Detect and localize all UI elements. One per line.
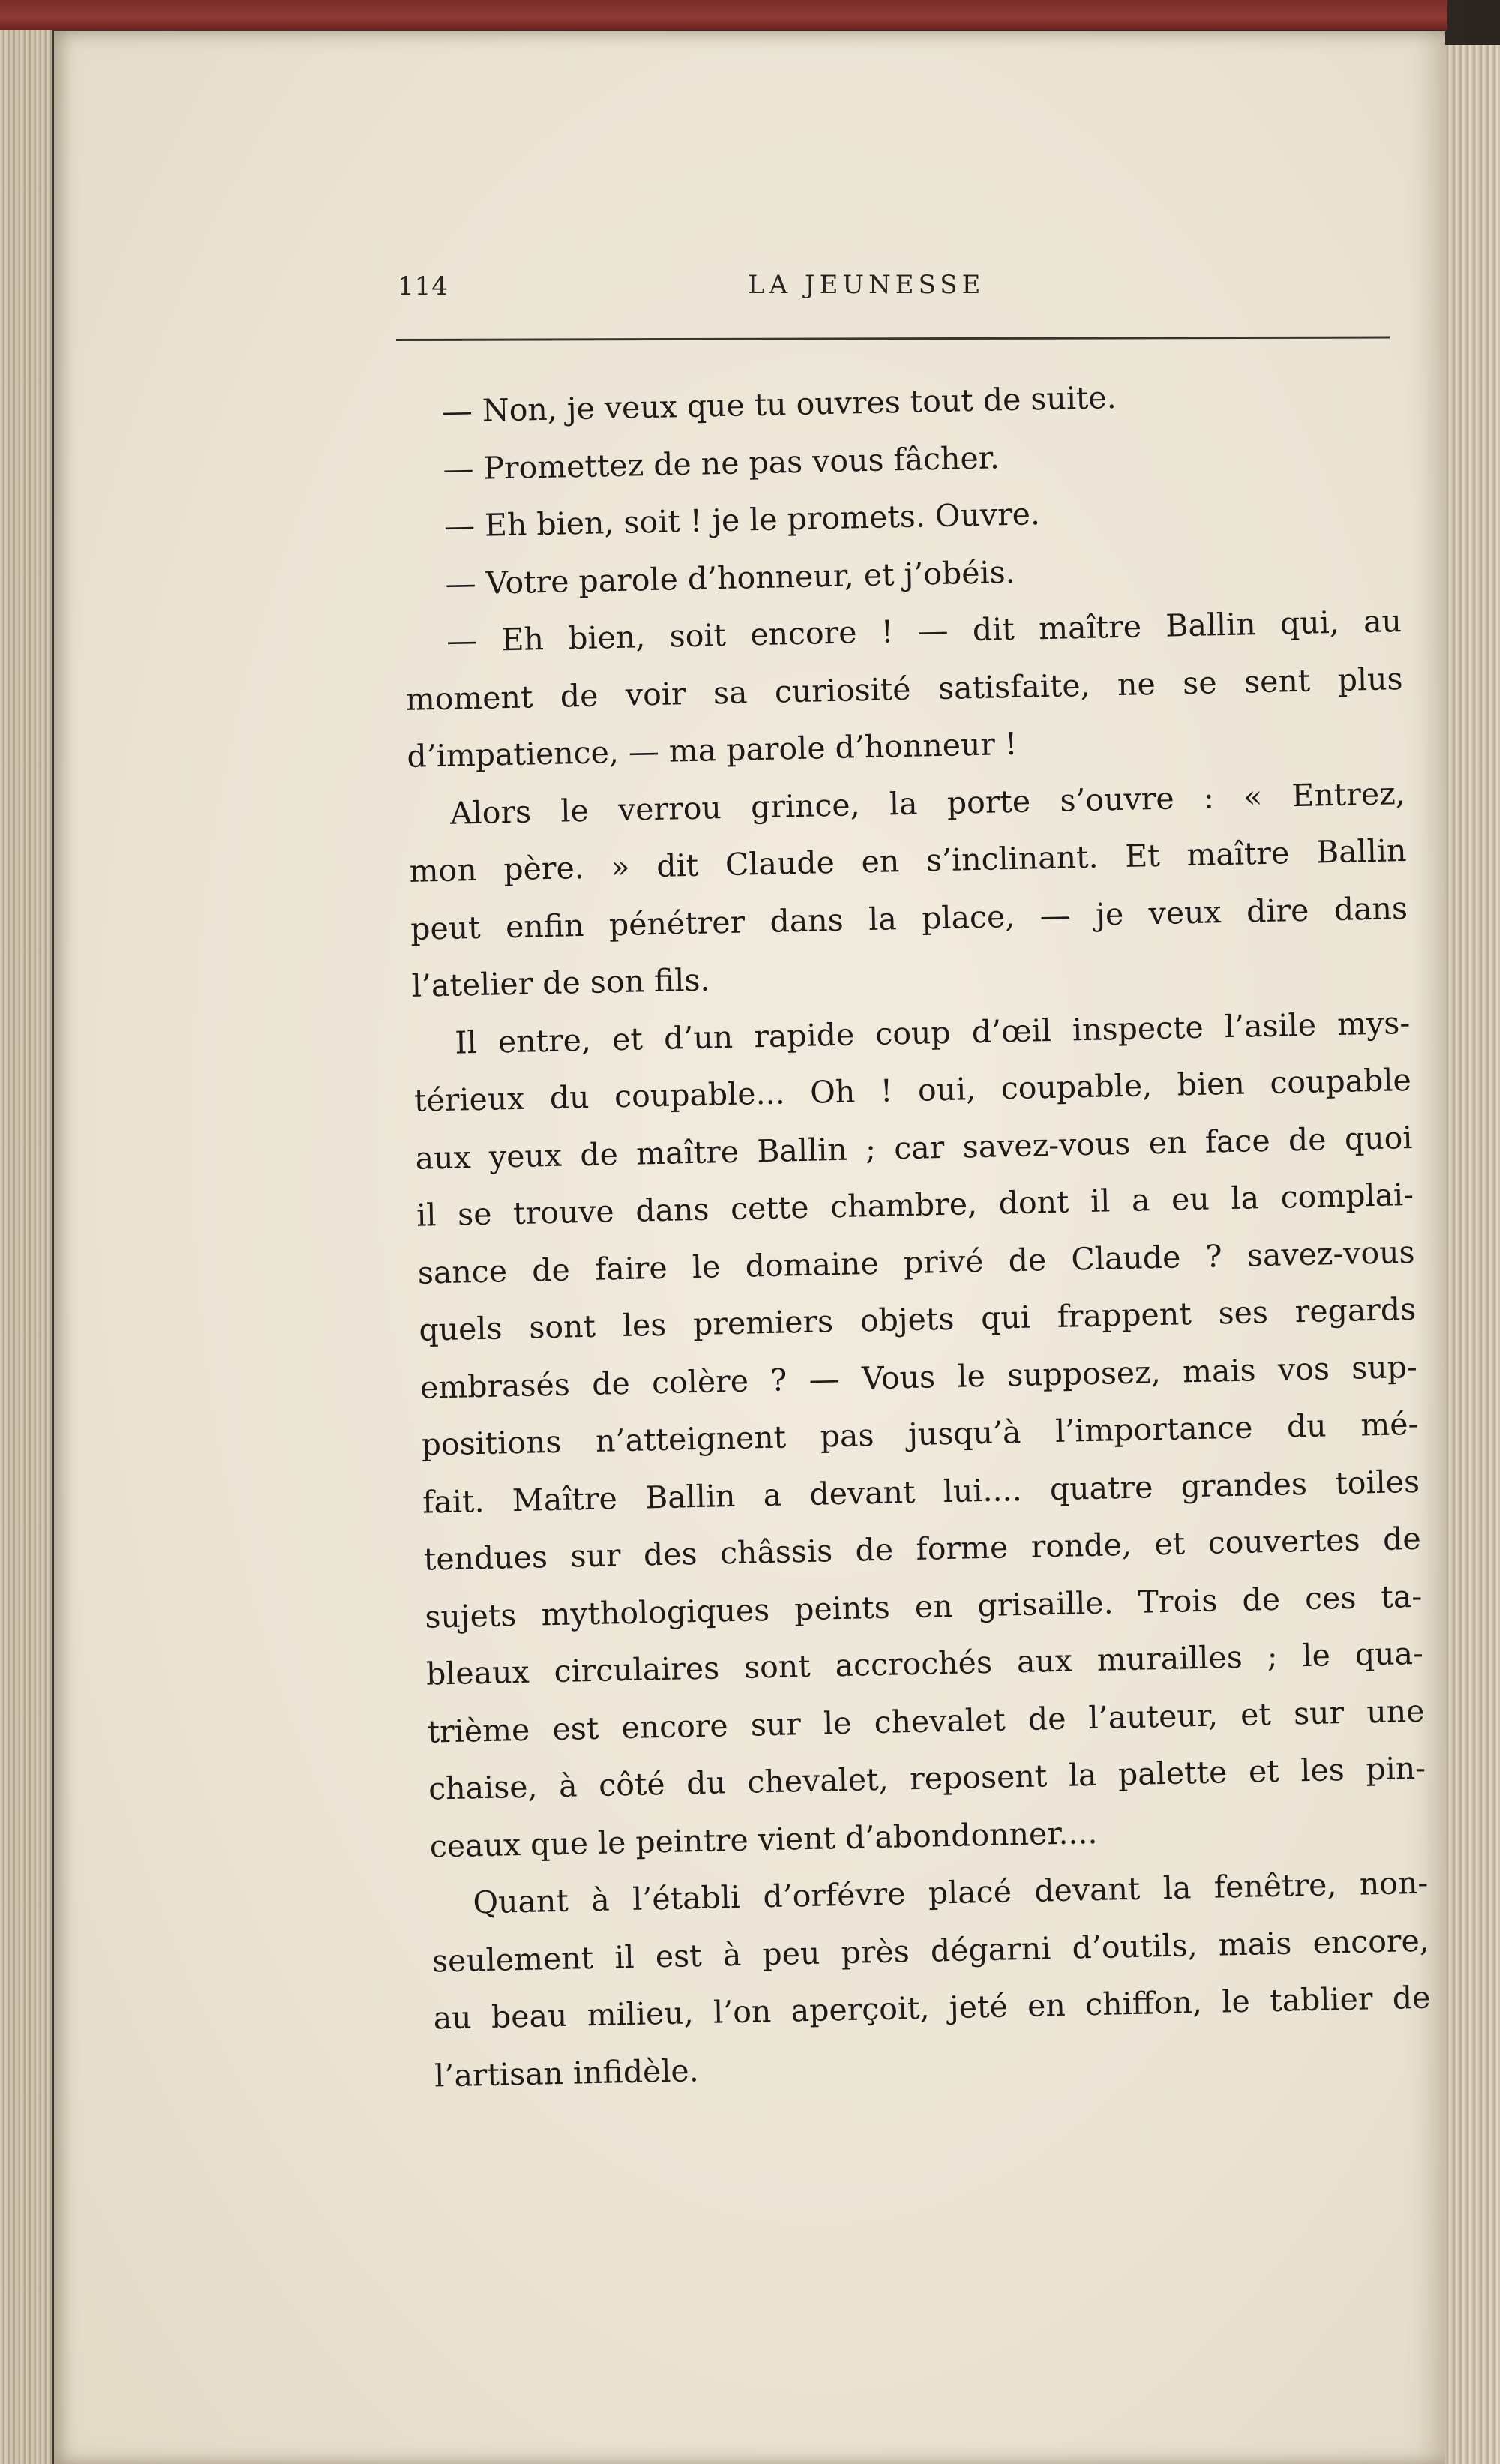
running-title: LA JEUNESSE (748, 270, 986, 300)
left-page-edges (0, 30, 52, 2464)
book-cover-edge (0, 0, 1448, 30)
text-line: moment de voir sa curiosité satisfaite, ne se sent plus (405, 660, 1404, 718)
text-line: quels sont les premiers objets qui frappent ses regards (418, 1290, 1417, 1348)
text-line: il se trouve dans cette chambre, dont il a eu la complai- (416, 1176, 1414, 1233)
book-page (54, 31, 1445, 2464)
right-page-edges (1436, 45, 1500, 2464)
text-line: d’impatience, — ma parole d’honneur ! (406, 725, 1018, 775)
text-line: — Promettez de ne pas vous fâcher. (442, 439, 1000, 487)
body-text (399, 363, 1432, 2104)
text-line: peut enfin pénétrer dans la place, — je veux dire dans (410, 889, 1408, 947)
text-line: trième est encore sur le chevalet de l’auteur, et sur une (427, 1692, 1425, 1750)
text-line: Il entre, et d’un rapide coup d’œil inspecte l’asile mys- (454, 1004, 1411, 1061)
text-line: l’atelier de son fils. (411, 961, 710, 1004)
text-line: — Non, je veux que tu ouvres tout de suite. (441, 379, 1118, 430)
text-line: — Votre parole d’honneur, et j’obéis. (445, 553, 1016, 602)
text-line: ceaux que le peintre vient d’abondonner.... (429, 1814, 1098, 1865)
text-line: sance de faire le domaine privé de Claude ? savez-vous (417, 1233, 1416, 1291)
text-line: mon père. » dit Claude en s’inclinant. Et maître Ballin (409, 832, 1407, 889)
text-line: térieux du coupable... Oh ! oui, coupable, bien coupable (413, 1061, 1412, 1119)
text-line: positions n’atteignent pas jusqu’à l’importance du mé- (421, 1405, 1419, 1463)
text-line: chaise, à côté du chevalet, reposent la palette et les pin- (428, 1749, 1426, 1807)
text-line: au beau milieu, l’on aperçoit, jeté en chiffon, le tablier de (433, 1979, 1431, 2037)
text-line: embrasés de colère ? — Vous le supposez, mais vos sup- (419, 1348, 1418, 1406)
text-line: fait. Maître Ballin a devant lui.... quatre grandes toiles (422, 1463, 1420, 1521)
text-line: Alors le verrou grince, la porte s’ouvre : « Entrez, (449, 775, 1406, 832)
text-line: tendues sur des châssis de forme ronde, et couvertes de (423, 1520, 1422, 1578)
text-line: seulement il est à peu près dégarni d’outils, mais encore, (431, 1922, 1430, 1980)
text-line: bleaux circulaires sont accrochés aux murailles ; le qua- (425, 1635, 1424, 1692)
text-line: — Eh bien, soit encore ! — dit maître Ballin qui, au (446, 603, 1402, 659)
text-line: aux yeux de maître Ballin ; car savez-vous en face de quoi (415, 1119, 1413, 1177)
text-line: — Eh bien, soit ! je le promets. Ouvre. (443, 496, 1041, 544)
text-line: l’artisan infidèle. (434, 2052, 700, 2094)
page-number: 114 (398, 271, 448, 301)
text-line: sujets mythologiques peints en grisaille. Trois de ces ta- (424, 1578, 1423, 1635)
text-line: Quant à l’établi d’orfévre placé devant la fenêtre, non- (472, 1864, 1429, 1921)
